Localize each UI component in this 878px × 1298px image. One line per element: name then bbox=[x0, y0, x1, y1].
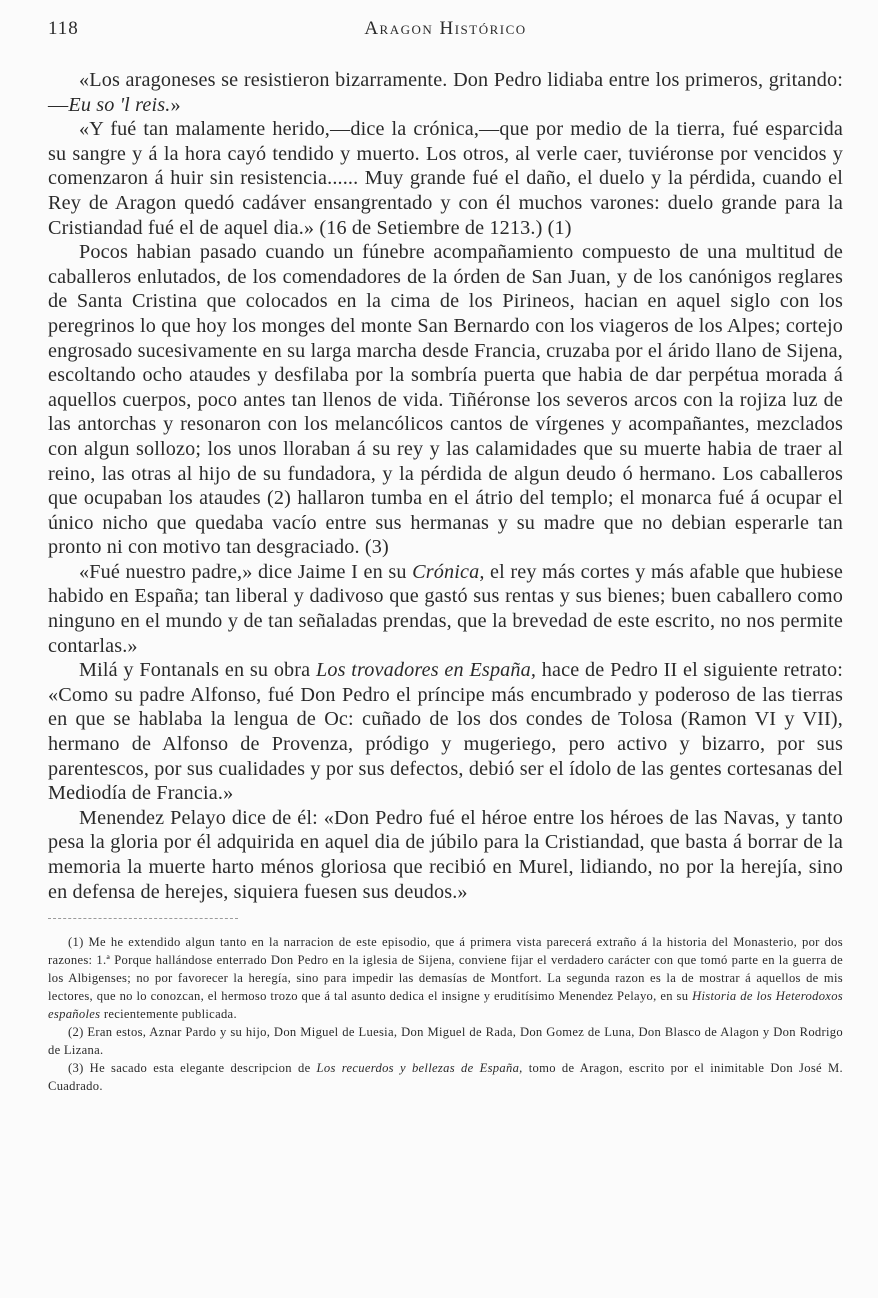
footnote-1-end: recientemente publicada. bbox=[100, 1007, 237, 1022]
footnote-3 bbox=[48, 1059, 843, 1095]
book-page bbox=[48, 18, 843, 1095]
footnote-3-text: (3) He sacado esta elegante descripcion de bbox=[68, 1061, 317, 1076]
paragraph-2: «Y fué tan malamente herido,—dice la crónica,—que por medio de la tierra, fué esparcida su sangre y á la hora cayó tendido y muerto. Los otros, al verle caer, tuviéronse por vencidos y comenzaron á huir sin resistencia...... Muy grande fué el daño, el duelo y la pérdida, cuando el Rey de Aragon quedó cadáver ensangrentado y con él muchos varones: duelo grande para la Cristiandad fué el de aquel dia.» (16 de Setiembre de 1213.) (1) bbox=[48, 118, 843, 239]
footnotes bbox=[48, 933, 843, 1095]
page-header bbox=[48, 18, 843, 44]
paragraph-4 bbox=[48, 560, 843, 658]
paragraph-5-end: hace de Pedro II el siguiente retrato: «Como su padre Alfonso, fué Don Pedro el príncipe más encumbrado y poderoso de las tierras en que se hablaba la lengua de Oc: cuñado de los dos condes de Tolosa (Ramon VI y VII), hermano de Alfonso de Provenza, pródigo y mugeriego, pero activo y bizarro, por sus parentescos, por sus cualidades y por sus defectos, debió ser el ídolo de las gentes cortesanas del Mediodía de Francia.» bbox=[48, 659, 843, 805]
paragraph-5-text: Milá y Fontanals en su obra bbox=[79, 659, 316, 682]
running-title: Aragon Histórico bbox=[364, 18, 527, 39]
paragraph-1-text: «Los aragoneses se resistieron bizarramente. Don Pedro lidiaba entre los primeros, gritando:— bbox=[48, 69, 843, 116]
paragraph-4-italic: Crónica, bbox=[412, 560, 485, 583]
footnote-3-italic: Los recuerdos y bellezas de España, bbox=[316, 1061, 523, 1076]
paragraph-5-italic: Los trovadores en España, bbox=[315, 659, 537, 682]
paragraph-4-text: «Fué nuestro padre,» dice Jaime I en su bbox=[79, 560, 413, 583]
paragraph-4-end: el rey más cortes y más afable que hubiese habido en España; tan liberal y dadivoso que gastó sus rentas y sus bienes; buen caballero como ninguno en el mundo y de tan señaladas prendas, que la brevedad de este escrito, no nos permite contarlas.» bbox=[48, 560, 843, 657]
paragraph-1-italic: Eu so 'l reis. bbox=[68, 93, 171, 116]
paragraph-3: Pocos habian pasado cuando un fúnebre acompañamiento compuesto de una multitud de caballeros enlutados, de los comendadores de la órden de San Juan, y de los canónigos reglares de Santa Cristina que colocados en la cima de los Pirineos, hacian en aquel siglo con los peregrinos lo que hoy los monges del monte San Bernardo con los viageros de los Alpes; cortejo engrosado sucesivamente en su larga marcha desde Francia, cruzaba por el árido llano de Sijena, escoltando ocho ataudes y desfilaba por la sombría puerta que habia de dar perpétua morada á aquellos cuerpos, poco antes tan llenos de vida. Tiñéronse los severos arcos con la rojiza luz de las antorchas y resonaron con los melancólicos cantos de vírgenes y acompañantes, mezclados con algun sollozo; los unos lloraban á su rey y las calamidades que su muerte habia de traer al reino, las otras al hijo de su fundadora, y la pérdida de algun deudo ó hermano. Los caballeros que ocupaban los ataudes (2) hallaron tumba en el átrio del templo; el monarca fué á ocupar el único nicho que quedaba vacío entre sus hermanas y su madre que no debian esperarle tan pronto ni con motivo tan desgraciado. (3) bbox=[48, 241, 843, 559]
page-number: 118 bbox=[48, 18, 79, 39]
paragraph-5 bbox=[48, 658, 843, 806]
footnote-2: (2) Eran estos, Aznar Pardo y su hijo, Don Miguel de Luesia, Don Miguel de Rada, Don Gomez de Luna, Don Blasco de Alagon y Don Rodrigo de Lizana. bbox=[48, 1025, 843, 1058]
paragraph-1 bbox=[48, 68, 843, 117]
body-text bbox=[48, 68, 843, 904]
footnote-1-italic: Historia de los Heterodoxos españoles bbox=[48, 989, 843, 1022]
footnote-separator bbox=[48, 918, 238, 919]
footnote-1-text: (1) Me he extendido algun tanto en la narracion de este episodio, que á primera vista parecerá extraño á la historia del Monasterio, por dos razones: 1.ª Porque hallándose enterrado Don Pedro en la iglesia de Sijena, conviene fijar el verdadero carácter con que tomó parte en la guerra de los Albigenses; no por favorecer la heregía, sino para impedir las demasías de Montfort. La segunda razon es la de mostrar á aquellos de mis lectores, que no lo conozcan, el hermoso trozo que á tal asunto dedica el insigne y eruditísimo Menendez Pelayo, en su bbox=[48, 935, 843, 1004]
paragraph-1-end: » bbox=[170, 93, 181, 116]
footnote-3-end: tomo de Aragon, escrito por el inimitable Don José M. Cuadrado. bbox=[48, 1061, 843, 1094]
footnote-1 bbox=[48, 933, 843, 1023]
paragraph-6: Menendez Pelayo dice de él: «Don Pedro fué el héroe entre los héroes de las Navas, y tanto pesa la gloria por él adquirida en aquel dia de júbilo para la Cristiandad, que basta á borrar de la memoria la muerte harto ménos gloriosa que recibió en Murel, lidiando, no por la herejía, sino en defensa de herejes, siquiera fuesen sus deudos.» bbox=[48, 806, 843, 903]
